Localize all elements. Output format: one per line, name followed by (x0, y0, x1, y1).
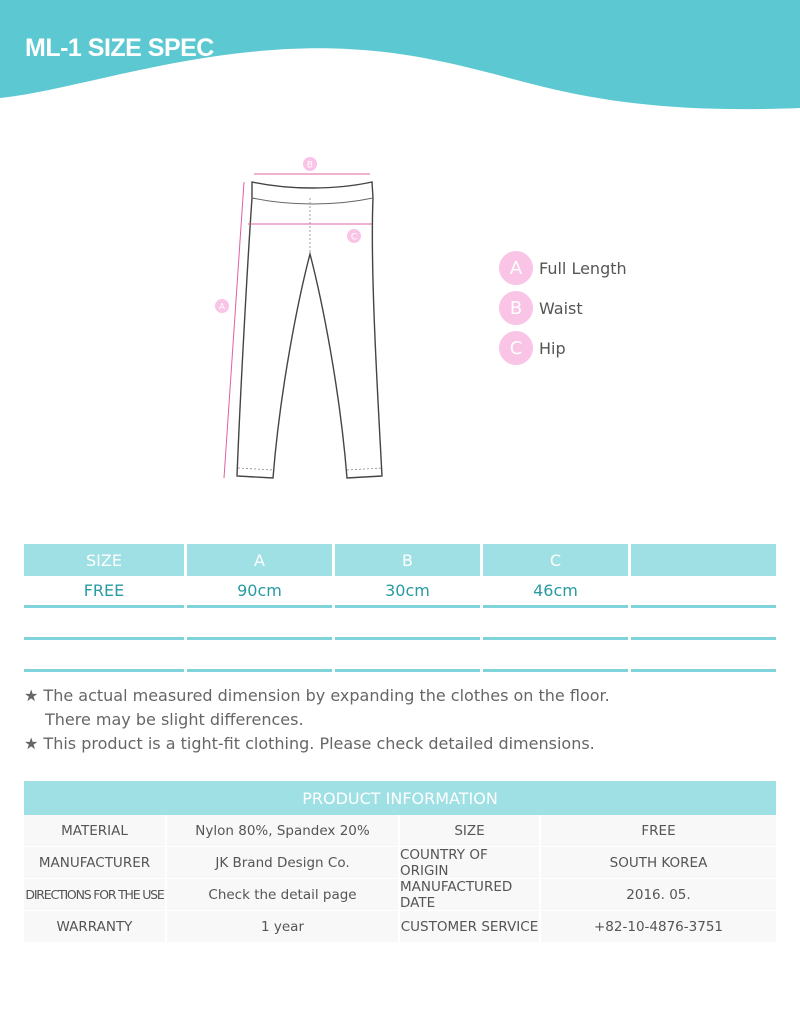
table-cell: 46cm (483, 576, 628, 608)
info-label: MANUFACTURED DATE (400, 879, 541, 911)
table-cell: 30cm (335, 576, 480, 608)
svg-text:C: C (350, 232, 358, 243)
table-cell (631, 576, 776, 608)
note-measurement-continued: There may be slight differences. (45, 710, 304, 729)
size-table-header (24, 544, 776, 576)
info-value: 1 year (167, 911, 400, 943)
legend-label: Waist (539, 298, 583, 318)
product-information-title: PRODUCT INFORMATION (24, 781, 776, 815)
header-cell: A (187, 544, 332, 576)
table-cell (335, 608, 480, 640)
header-cell (631, 544, 776, 576)
svg-text:B: B (306, 160, 314, 171)
info-value: Check the detail page (167, 879, 400, 911)
header-cell: B (335, 544, 480, 576)
table-row (24, 640, 776, 672)
measurement-legend (499, 251, 627, 371)
table-cell (483, 608, 628, 640)
letter-a-icon: A (499, 251, 533, 285)
info-value: 2016. 05. (541, 879, 776, 911)
table-row (24, 608, 776, 640)
letter-b-icon: B (499, 291, 533, 325)
info-label: MATERIAL (24, 815, 167, 847)
legend-label: Hip (539, 338, 566, 358)
info-label: CUSTOMER SERVICE (400, 911, 541, 943)
table-row (24, 847, 776, 879)
table-row (24, 879, 776, 911)
table-cell (187, 640, 332, 672)
table-row (24, 911, 776, 943)
info-value: +82-10-4876-3751 (541, 911, 776, 943)
info-value: FREE (541, 815, 776, 847)
notes (24, 684, 610, 756)
note-tight-fit: ★ This product is a tight-fit clothing. Please check detailed dimensions. (24, 734, 595, 753)
info-label: DIRECTIONS FOR THE USE (24, 879, 167, 911)
info-value: JK Brand Design Co. (167, 847, 400, 879)
table-cell: FREE (24, 576, 184, 608)
product-information-table (24, 781, 776, 943)
leggings-illustration (210, 150, 410, 490)
info-label: MANUFACTURER (24, 847, 167, 879)
table-cell: 90cm (187, 576, 332, 608)
header-banner (0, 0, 800, 120)
table-cell (335, 640, 480, 672)
legend-label: Full Length (539, 258, 627, 278)
note-measurement: ★ The actual measured dimension by expanding the clothes on the floor. (24, 686, 610, 705)
leggings-diagram (210, 150, 410, 490)
svg-text:A: A (218, 302, 226, 313)
info-value: SOUTH KOREA (541, 847, 776, 879)
header-cell: C (483, 544, 628, 576)
info-label: SIZE (400, 815, 541, 847)
legend-item-hip (499, 331, 627, 365)
info-label: COUNTRY OF ORIGIN (400, 847, 541, 879)
legend-item-full-length (499, 251, 627, 285)
table-cell (631, 640, 776, 672)
table-cell (24, 608, 184, 640)
table-row (24, 576, 776, 608)
page-title: ML-1 SIZE SPEC (25, 34, 214, 62)
table-cell (24, 640, 184, 672)
table-cell (187, 608, 332, 640)
legend-item-waist (499, 291, 627, 325)
info-value: Nylon 80%, Spandex 20% (167, 815, 400, 847)
info-label: WARRANTY (24, 911, 167, 943)
table-cell (483, 640, 628, 672)
size-table (24, 544, 776, 672)
letter-c-icon: C (499, 331, 533, 365)
header-cell: SIZE (24, 544, 184, 576)
table-cell (631, 608, 776, 640)
table-row (24, 815, 776, 847)
